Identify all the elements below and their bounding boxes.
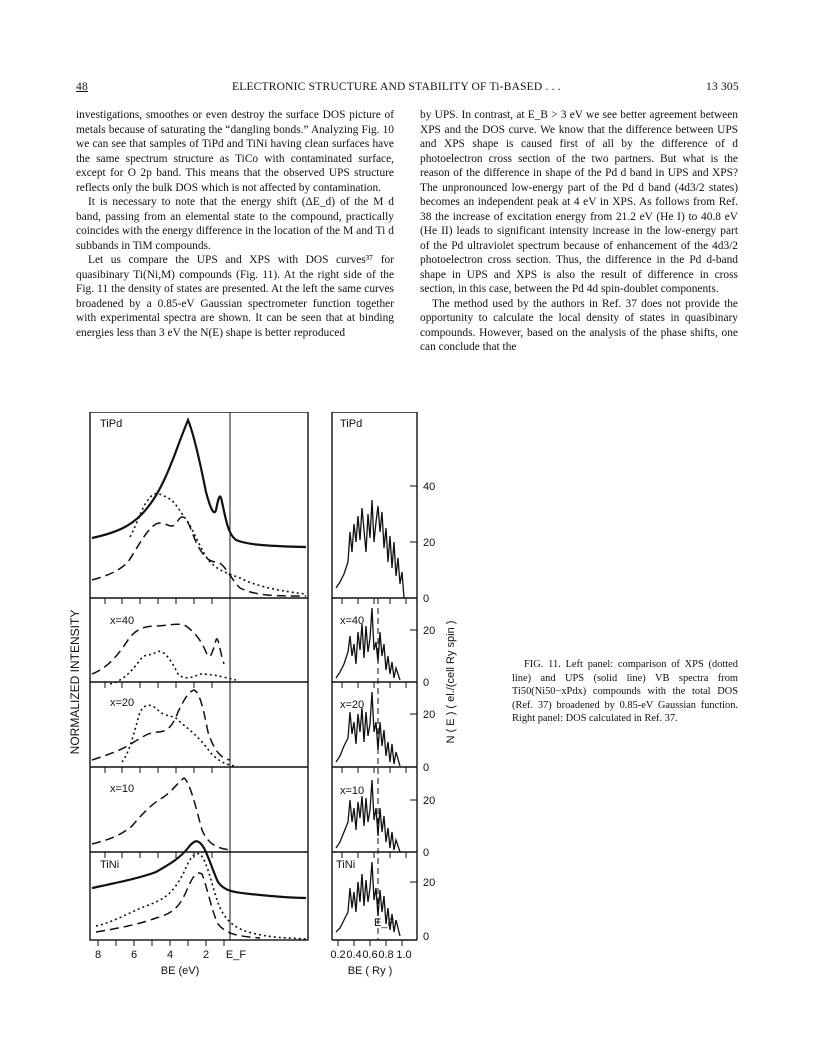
x-tick-label: 0.6 — [362, 949, 378, 961]
dos-curve — [92, 624, 224, 674]
caption-text: FIG. 11. Left panel: comparison of XPS (dotted line) and UPS (solid line) VB spectra from Ti50(Ni50−xPdx) compounds with the total DOS (Ref. 37) broadened by 0.85-eV Gaussian function. Right panel: DOS calculated in Ref. 37. — [512, 659, 738, 725]
paragraph: investigations, smoothes or even destroy the surface DOS picture of metals because of saturating the “dangling bonds.” Analyzing Fig. 10 we can see that samples of TiPd and TiNi having clean surfaces have the same spectrum structure as TiCo with contaminated surface, except for O 2p band. This means that the observed UPS structure reflects only the bulk DOS which is not affected by contamination. — [76, 109, 394, 194]
panel-label: x=10 — [110, 783, 135, 795]
paragraph: Let us compare the UPS and XPS with DOS curves³⁷ for quasibinary Ti(Ni,M) compounds (Fig. 11). At the right side of the Fig. 11 the density of states are presented. At the left the same curves broadened by a 0.85-eV Gaussian spectrometer function together with experimental spectra are shown. It can be seen that at binding energies less than 3 eV the N(E) shape is better reproduced — [76, 254, 394, 339]
panel-label: TiPd — [100, 418, 123, 430]
xps-curve — [130, 494, 306, 594]
panel-label: x=10 — [340, 785, 365, 797]
y-tick-label: 0 — [423, 593, 430, 605]
y-tick-label: 20 — [423, 625, 436, 637]
panel-label: x=20 — [340, 699, 365, 711]
page-number: 48 — [76, 81, 88, 93]
x-tick-label: 0.2 — [330, 949, 346, 961]
x-tick-label: 0.4 — [346, 949, 362, 961]
y-tick-label: 0 — [423, 677, 430, 689]
panel-label: TiNi — [100, 859, 120, 871]
y-tick-label: 0 — [423, 762, 430, 774]
left-text-column — [76, 108, 394, 340]
y-axis-label: NORMALIZED INTENSITY — [68, 609, 82, 755]
paragraph: by UPS. In contrast, at E_B > 3 eV we see better agreement between XPS and the DOS curve. We know that the difference between UPS and XPS shape is caused first of all by the difference of d photoelectron cross section of the two partners. But what is the reason of the difference in shape of the Pd d band in UPS and XPS? The unpronounced low-energy part of the Pd d band (4d3/2 states) becomes an independent peak at 4 eV in XPS. As follows from Ref. 38 the increase of excitation energy from 21.2 eV (He I) to 40.8 eV (He II) leads to significant intensity increase in the low-energy part of the Pd ultraviolet spectrum because of enhancement of the 4d3/2 photoelectron cross section. Thus, the difference in the Pd d-band shape in UPS and XPS is also the result of difference in cross section, in this case, between the Pd 4d spin-doublet components. — [420, 109, 738, 295]
panel-label: TiNi — [336, 859, 356, 871]
xps-curve — [122, 705, 236, 766]
x-tick-label: 0.8 — [378, 949, 394, 961]
panel-label: x=40 — [110, 615, 135, 627]
x-axis-label: BE (eV) — [160, 965, 200, 977]
left-panel-frame — [90, 412, 308, 940]
ups-curve — [92, 841, 306, 898]
paragraph: The method used by the authors in Ref. 37 does not provide the opportunity to calculate the local density of states in quasibinary compounds. However, based on the analysis of the phase shifts, one can conclude that the — [420, 297, 738, 353]
x-tick-label: 4 — [166, 949, 174, 961]
x-tick-label: E_F — [225, 949, 247, 961]
dos-curve — [92, 517, 306, 596]
y-tick-label: 20 — [423, 709, 436, 721]
y-tick-label: 0 — [423, 847, 430, 859]
xps-curve — [110, 651, 236, 684]
running-title: ELECTRONIC STRUCTURE AND STABILITY OF Ti-BASED . . . — [232, 81, 561, 93]
figure-caption — [512, 658, 738, 726]
y-tick-label: 40 — [423, 481, 436, 493]
panel-label: TiPd — [340, 418, 363, 430]
fermi-label: E_F — [374, 917, 395, 929]
panel-label: x=40 — [340, 615, 365, 627]
x-tick-label: 6 — [130, 949, 138, 961]
volume-page: 13 305 — [706, 81, 739, 93]
x-tick-label: 1.0 — [396, 949, 412, 961]
panel-label: x=20 — [110, 697, 135, 709]
x-tick-label: 2 — [202, 949, 210, 961]
y-tick-label: 0 — [423, 931, 430, 943]
dos-curve — [336, 500, 404, 598]
x-axis-label: BE ( Ry ) — [347, 965, 393, 977]
x-tick-label: 8 — [94, 949, 102, 961]
y-tick-label: 20 — [423, 537, 436, 549]
paragraph: It is necessary to note that the energy shift (ΔE_d) of the M d band, passing from an elemental state to the compound, practically coincides with the energy difference in the location of the M and Ti d subbands in TiM compounds. — [76, 196, 394, 252]
y-axis-label: N ( E ) ( el./(cell Ry spin ) — [445, 620, 457, 744]
y-tick-label: 20 — [423, 877, 436, 889]
ups-curve — [92, 420, 306, 547]
left-panel — [90, 412, 308, 946]
y-tick-label: 20 — [423, 795, 436, 807]
right-text-column — [420, 108, 738, 355]
